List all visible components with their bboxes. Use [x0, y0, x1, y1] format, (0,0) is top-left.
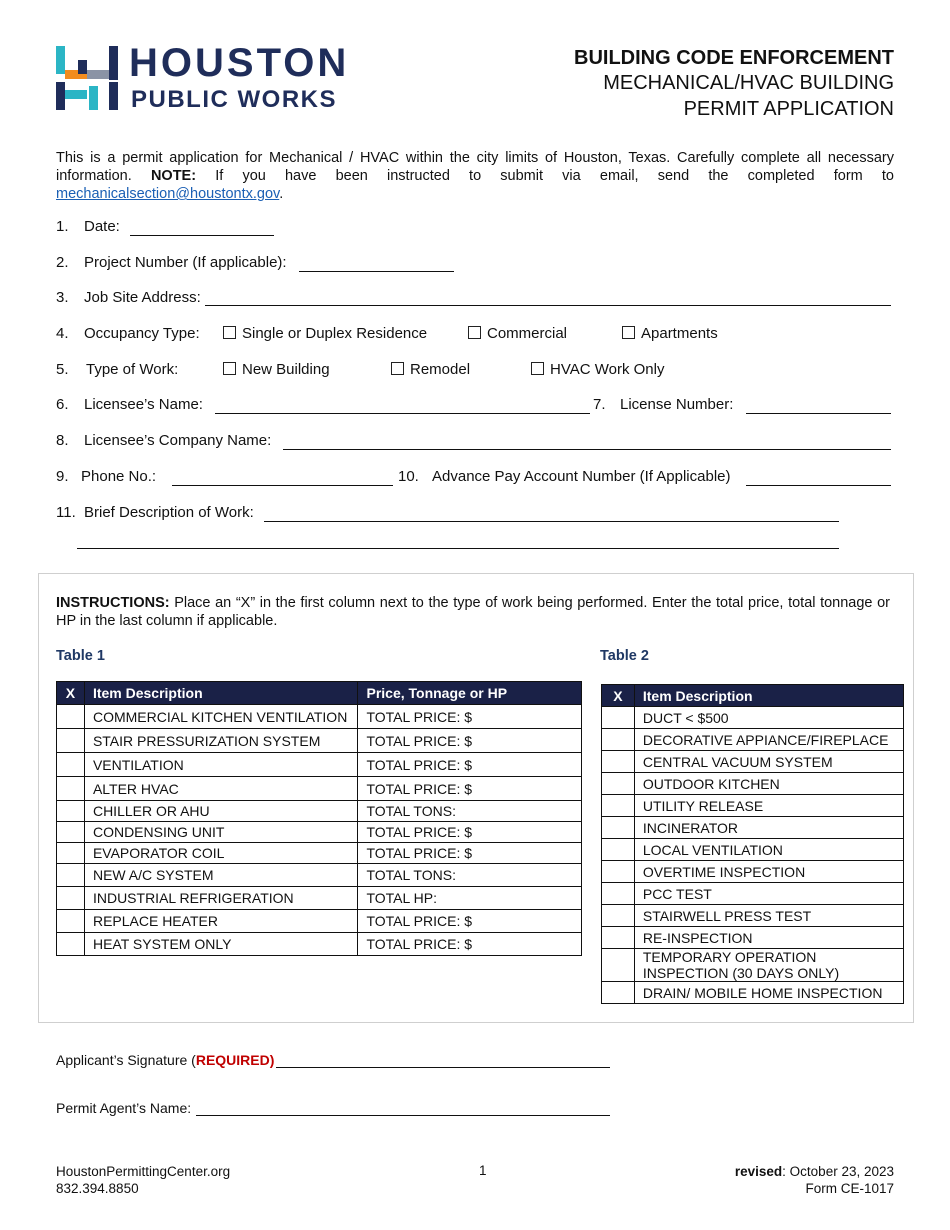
work-option-new-building[interactable]: New Building: [223, 360, 330, 380]
table1-row: [57, 729, 582, 753]
table1-price-cell[interactable]: TOTAL PRICE: $: [358, 777, 582, 801]
occupancy-option-commercial[interactable]: Commercial: [468, 324, 567, 344]
table2-item-description: INCINERATOR: [634, 817, 903, 839]
company-name-label: Licensee’s Company Name:: [84, 432, 272, 449]
form-title-line-1: MECHANICAL/HVAC BUILDING: [603, 72, 894, 94]
table1-item-description: ALTER HVAC: [84, 777, 358, 801]
table1-item-description: EVAPORATOR COIL: [84, 843, 358, 864]
table1-price-cell[interactable]: TOTAL PRICE: $: [358, 729, 582, 753]
occupancy-option-residence[interactable]: Single or Duplex Residence: [223, 324, 427, 344]
table1-caption: Table 1: [56, 648, 105, 664]
checkbox[interactable]: [468, 326, 481, 339]
table1-price-cell[interactable]: TOTAL PRICE: $: [358, 822, 582, 843]
permit-agent-field: Permit Agent’s Name:: [56, 1100, 192, 1116]
table2-x-cell[interactable]: [602, 817, 635, 839]
table1-x-cell[interactable]: [57, 753, 85, 777]
table1-item-description: VENTILATION: [84, 753, 358, 777]
occupancy-type-label: Occupancy Type:: [84, 325, 200, 342]
houston-logo-icon: [56, 46, 120, 110]
table2-x-cell[interactable]: [602, 861, 635, 883]
table1-x-cell[interactable]: [57, 822, 85, 843]
table2-item-description: DECORATIVE APPIANCE/FIREPLACE: [634, 729, 903, 751]
project-number-label: Project Number (If applicable):: [84, 254, 287, 271]
table1-row: [57, 887, 582, 910]
table2-x-cell[interactable]: [602, 707, 635, 729]
table1-row: [57, 753, 582, 777]
table2-item-description: UTILITY RELEASE: [634, 795, 903, 817]
date-label: Date:: [84, 218, 120, 235]
project-number-input-line[interactable]: [299, 271, 454, 272]
table2-row: [602, 817, 904, 839]
applicant-signature-line[interactable]: [276, 1067, 610, 1068]
brand-subtitle: PUBLIC WORKS: [131, 86, 337, 113]
occupancy-option-apartments[interactable]: Apartments: [622, 324, 718, 344]
table1-item-description: CHILLER OR AHU: [84, 801, 358, 822]
checkbox[interactable]: [391, 362, 404, 375]
page-number: 1: [479, 1163, 487, 1178]
table2-row: [602, 905, 904, 927]
brand-name: HOUSTON: [129, 41, 350, 85]
table2-x-cell[interactable]: [602, 795, 635, 817]
table1-item-description: COMMERCIAL KITCHEN VENTILATION: [84, 705, 358, 729]
table1-price-cell[interactable]: TOTAL PRICE: $: [358, 753, 582, 777]
job-site-address-label: Job Site Address:: [84, 289, 201, 306]
table1-x-cell[interactable]: [57, 933, 85, 956]
phone-label: Phone No.:: [81, 468, 157, 485]
licensee-name-input-line[interactable]: [215, 413, 590, 414]
intro-paragraph: This is a permit application for Mechanical / HVAC within the city limits of Houston, Texas. Carefully complete all necessary information. NOTE: If you have been instructed to submit via email, send the completed form to mechanicalsection@houstontx.gov.: [56, 150, 894, 202]
license-number-input-line[interactable]: [746, 413, 891, 414]
applicant-signature-field: Applicant’s Signature (REQUIRED): [56, 1052, 275, 1068]
table1-x-cell[interactable]: [57, 777, 85, 801]
table1-x-cell[interactable]: [57, 887, 85, 910]
table2-x-cell[interactable]: [602, 982, 635, 1004]
table2-item-description: DRAIN/ MOBILE HOME INSPECTION: [634, 982, 903, 1004]
table1-item-description: REPLACE HEATER: [84, 910, 358, 933]
table1-item-description: NEW A/C SYSTEM: [84, 864, 358, 887]
table1-header-price: Price, Tonnage or HP: [358, 682, 582, 705]
checkbox[interactable]: [223, 326, 236, 339]
advance-pay-label: Advance Pay Account Number (If Applicable): [432, 468, 731, 485]
type-of-work-label: Type of Work:: [86, 361, 179, 378]
table1-item-description: CONDENSING UNIT: [84, 822, 358, 843]
table2-x-cell[interactable]: [602, 839, 635, 861]
footer-website: HoustonPermittingCenter.org: [56, 1164, 231, 1179]
table2-row: [602, 949, 904, 982]
table2-row: [602, 883, 904, 905]
required-label: REQUIRED: [195, 1052, 270, 1068]
table1-row: [57, 822, 582, 843]
table1-x-cell[interactable]: [57, 729, 85, 753]
description-input-line-2[interactable]: [77, 548, 839, 549]
description-input-line-1[interactable]: [264, 521, 839, 522]
table1-row: [57, 864, 582, 887]
table1-price-cell[interactable]: TOTAL HP:: [358, 887, 582, 910]
table2-row: [602, 729, 904, 751]
email-link[interactable]: mechanicalsection@houstontx.gov: [56, 186, 280, 202]
table2-item-description: RE-INSPECTION: [634, 927, 903, 949]
checkbox[interactable]: [223, 362, 236, 375]
note-label: NOTE:: [150, 168, 197, 184]
table2-row: [602, 751, 904, 773]
table2-item-description: OUTDOOR KITCHEN: [634, 773, 903, 795]
phone-input-line[interactable]: [172, 485, 393, 486]
department-title: BUILDING CODE ENFORCEMENT: [574, 47, 894, 69]
table1-x-cell[interactable]: [57, 910, 85, 933]
footer-phone: 832.394.8850: [56, 1181, 139, 1196]
table1-x-cell[interactable]: [57, 864, 85, 887]
table2-x-cell[interactable]: [602, 729, 635, 751]
table1-item-description: STAIR PRESSURIZATION SYSTEM: [84, 729, 358, 753]
form-title: [574, 46, 894, 122]
table2-item-description: CENTRAL VACUUM SYSTEM: [634, 751, 903, 773]
checkbox[interactable]: [622, 326, 635, 339]
table2-row: [602, 707, 904, 729]
table2-row: [602, 982, 904, 1004]
table1-price-cell[interactable]: TOTAL PRICE: $: [358, 705, 582, 729]
instructions-text: INSTRUCTIONS: Place an “X” in the first column next to the type of work being performed. Enter the total price, total tonnage or HP in the last column if applicable.: [56, 595, 890, 629]
table2-header-x: X: [602, 685, 635, 707]
table1-price-cell[interactable]: TOTAL TONS:: [358, 801, 582, 822]
table2-item-description: STAIRWELL PRESS TEST: [634, 905, 903, 927]
table2-x-cell[interactable]: [602, 927, 635, 949]
table1-row: [57, 910, 582, 933]
table1-row: [57, 705, 582, 729]
table2-item-description: DUCT < $500: [634, 707, 903, 729]
table1-x-cell[interactable]: [57, 843, 85, 864]
description-label: Brief Description of Work:: [84, 504, 254, 521]
work-option-hvac-only[interactable]: HVAC Work Only: [531, 360, 664, 380]
table1-price-cell[interactable]: TOTAL PRICE: $: [358, 910, 582, 933]
permit-agent-line[interactable]: [196, 1115, 610, 1116]
work-option-remodel[interactable]: Remodel: [391, 360, 470, 380]
footer-contact: [56, 1163, 230, 1197]
table2-row: [602, 861, 904, 883]
form-number: Form CE-1017: [805, 1181, 894, 1196]
form-title-line-2: PERMIT APPLICATION: [683, 98, 894, 120]
table1-header-description: Item Description: [84, 682, 358, 705]
checkbox[interactable]: [531, 362, 544, 375]
table2-item-description: OVERTIME INSPECTION: [634, 861, 903, 883]
table2: [601, 684, 904, 1004]
table2-caption: Table 2: [600, 648, 649, 664]
table2-item-description: LOCAL VENTILATION: [634, 839, 903, 861]
table1-header-x: X: [57, 682, 85, 705]
table1-item-description: INDUSTRIAL REFRIGERATION: [84, 887, 358, 910]
table2-x-cell[interactable]: [602, 883, 635, 905]
table1-row: [57, 801, 582, 822]
licensee-name-label: Licensee’s Name:: [84, 396, 203, 413]
table2-row: [602, 927, 904, 949]
table1-row: [57, 843, 582, 864]
table2-x-cell[interactable]: [602, 751, 635, 773]
table1-x-cell[interactable]: [57, 801, 85, 822]
table2-item-description: TEMPORARY OPERATION INSPECTION (30 DAYS ONLY): [634, 949, 903, 982]
table1-price-cell[interactable]: TOTAL TONS:: [358, 864, 582, 887]
table2-header-description: Item Description: [634, 685, 903, 707]
table1-item-description: HEAT SYSTEM ONLY: [84, 933, 358, 956]
table2-item-description: PCC TEST: [634, 883, 903, 905]
table1-row: [57, 933, 582, 956]
table1-x-cell[interactable]: [57, 705, 85, 729]
table2-x-cell[interactable]: [602, 905, 635, 927]
table2-x-cell[interactable]: [602, 773, 635, 795]
date-input-line[interactable]: [130, 235, 274, 236]
table1-price-cell[interactable]: TOTAL PRICE: $: [358, 843, 582, 864]
job-site-address-input-line[interactable]: [205, 305, 891, 306]
table1-price-cell[interactable]: TOTAL PRICE: $: [358, 933, 582, 956]
advance-pay-input-line[interactable]: [746, 485, 891, 486]
license-number-label: License Number:: [620, 396, 734, 413]
table2-x-cell[interactable]: [602, 949, 635, 982]
table1-row: [57, 777, 582, 801]
footer-revision: revised: October 23, 2023 Form CE-1017: [734, 1164, 894, 1196]
table1: [56, 681, 582, 956]
table2-row: [602, 839, 904, 861]
table2-row: [602, 773, 904, 795]
company-name-input-line[interactable]: [283, 449, 891, 450]
table2-row: [602, 795, 904, 817]
